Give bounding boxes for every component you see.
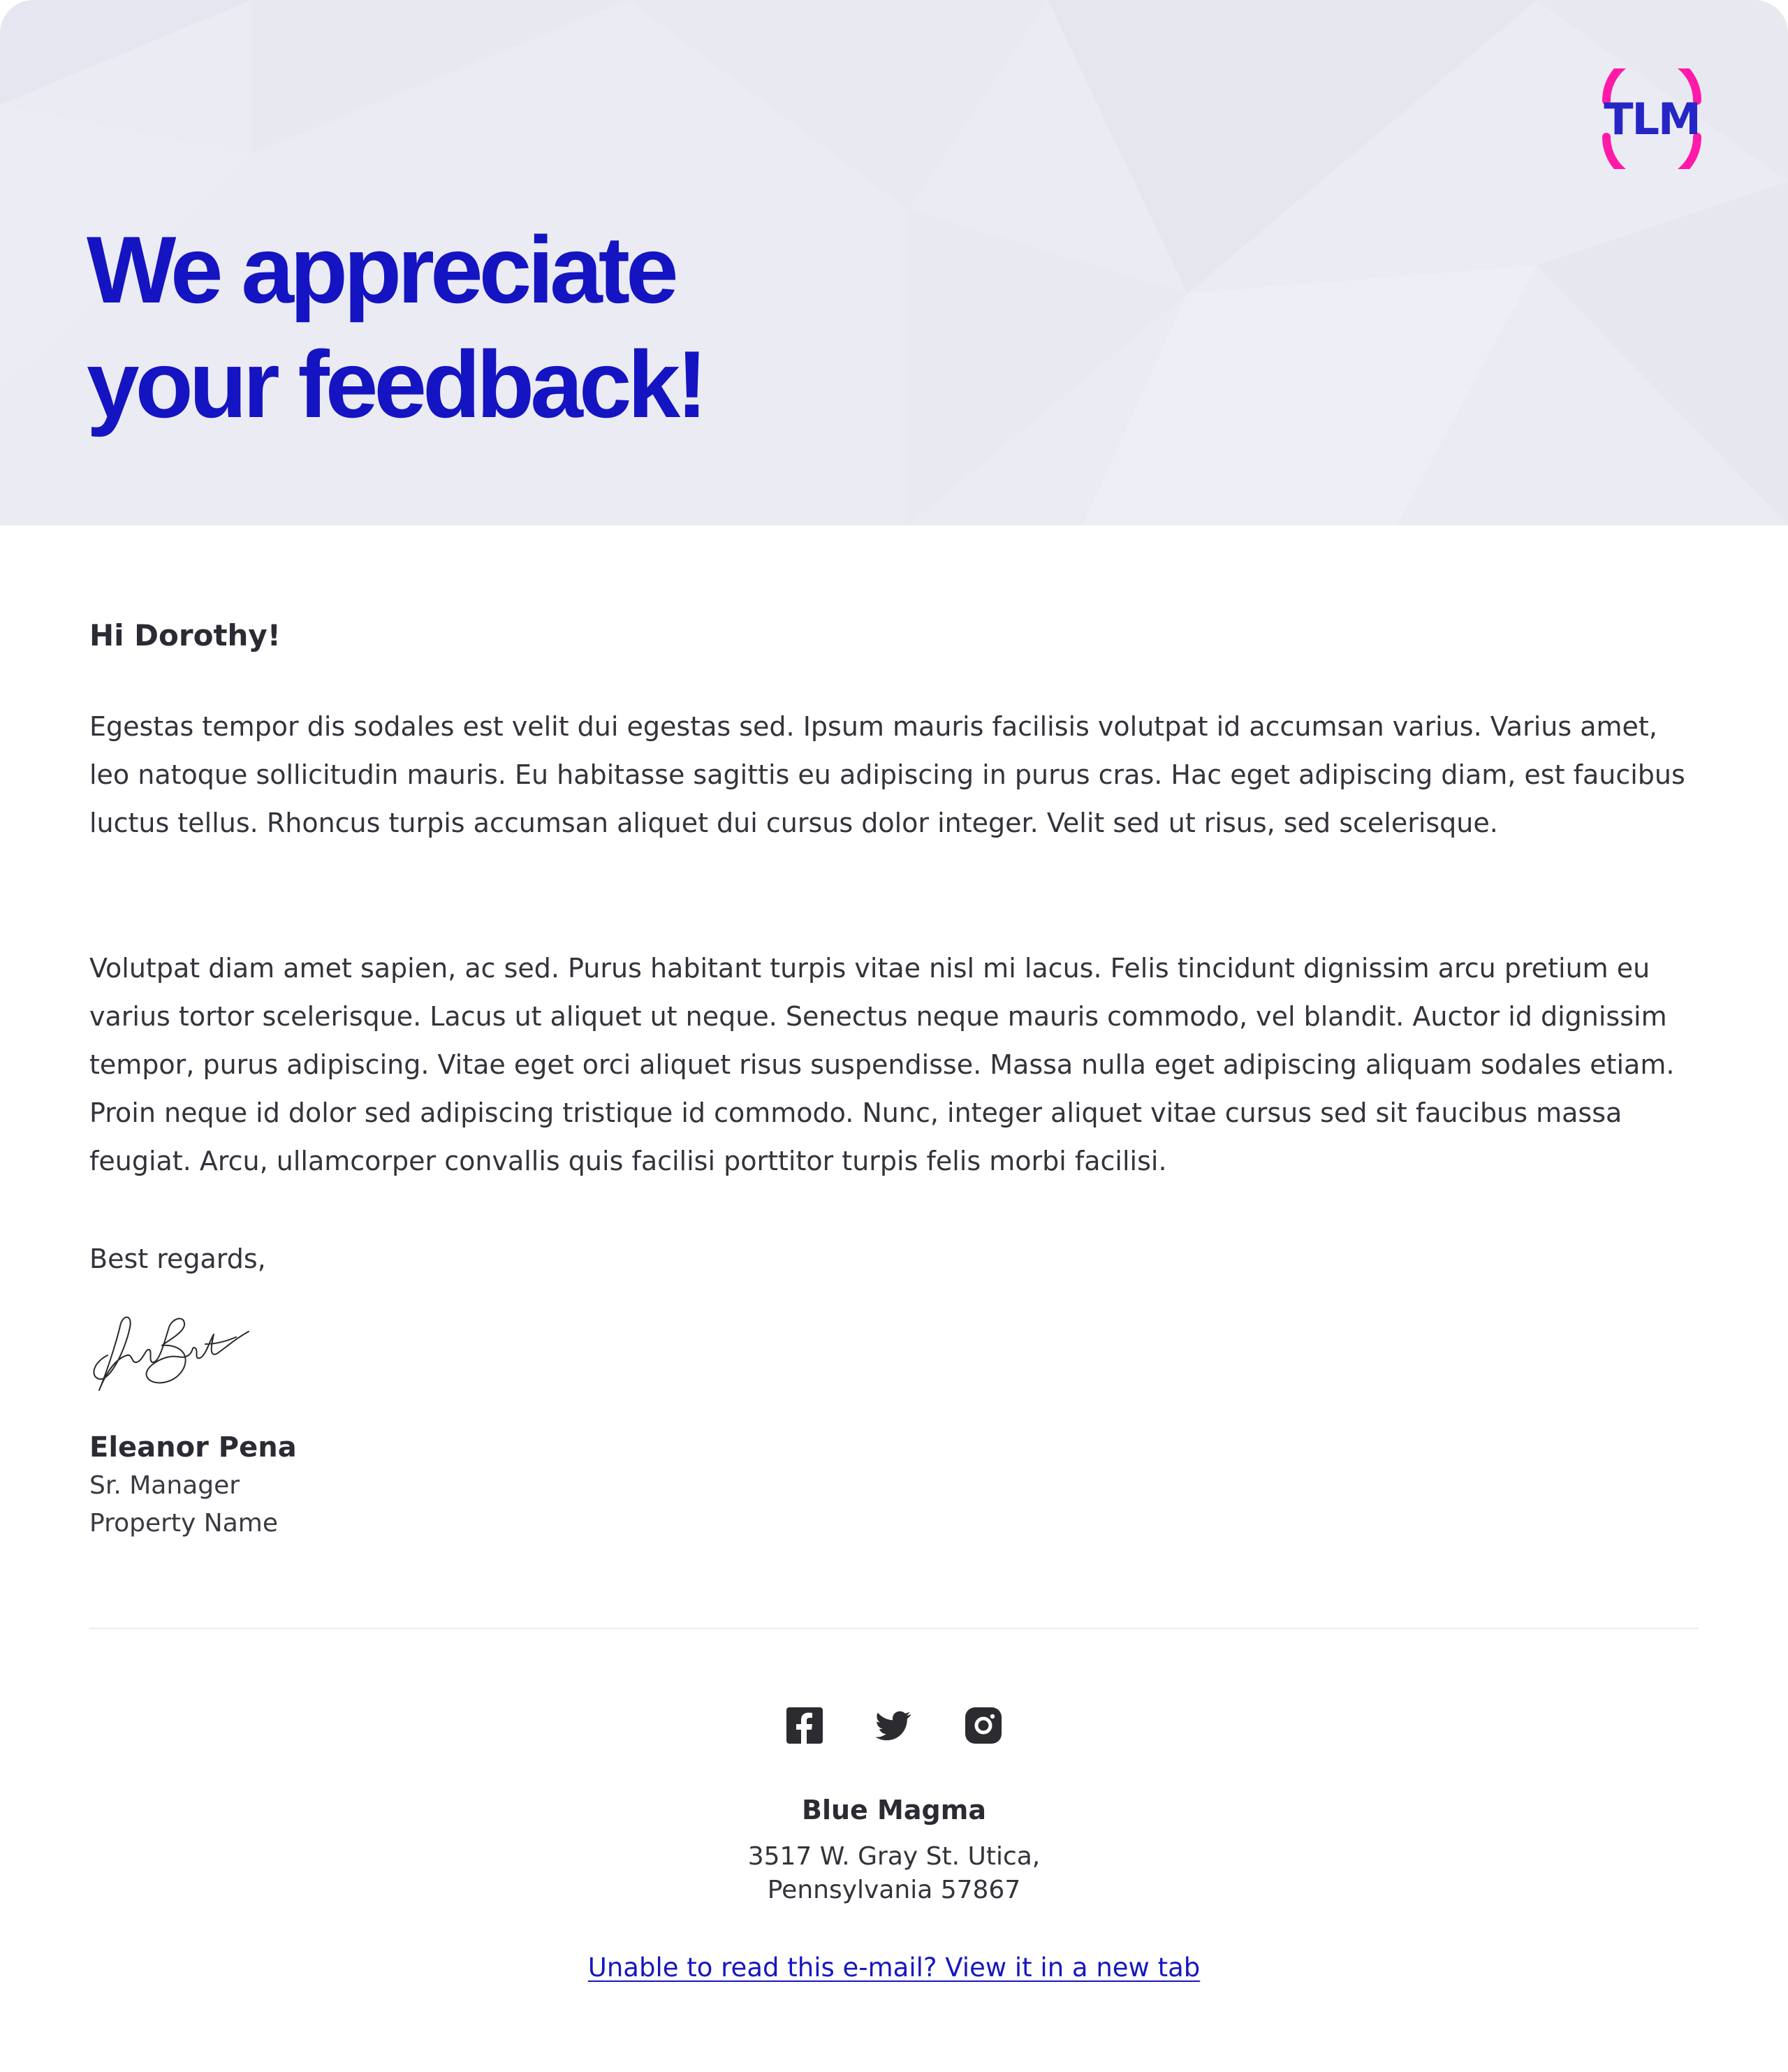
sender-role: Sr. Manager (89, 1471, 240, 1500)
closing-text: Best regards, (89, 1243, 266, 1274)
hero-title-line-1: We appreciate (87, 217, 675, 323)
signature-image (87, 1306, 251, 1397)
logo-text: TLM (1604, 94, 1700, 145)
email-body (89, 615, 1699, 1538)
sender-property: Property Name (89, 1509, 278, 1538)
hero-title (87, 212, 1134, 442)
instagram-icon (965, 1707, 1002, 1744)
company-name: Blue Magma (802, 1795, 986, 1825)
tlm-logo (1591, 68, 1713, 169)
greeting: Hi Dorothy! (89, 618, 281, 652)
sender-name: Eleanor Pena (89, 1431, 297, 1464)
instagram-link[interactable] (965, 1707, 1002, 1744)
social-links (0, 1707, 1788, 1744)
view-in-new-tab-link[interactable]: Unable to read this e-mail? View it in a new tab (587, 1953, 1201, 1983)
hero-banner (0, 0, 1788, 525)
hero-title-line-2: your feedback! (87, 331, 704, 437)
body-paragraph-2: Volutpat diam amet sapien, ac sed. Purus habitant turpis vitae nisl mi lacus. Felis tincidunt dignissim arcu pretium eu varius tortor scelerisque. Lacus ut aliquet ut neque. Senectus neque mauris commodo, vel blandit. Auctor id dignissim tempor, purus adipiscing. Vitae eget orci aliquet risus suspendisse. Massa nulla eget adipiscing aliquam sodales etiam. Proin neque id dolor sed adipiscing tristique id commodo. Nunc, integer aliquet vitae cursus sed sit faucibus massa feugiat. Arcu, ullamcorper convallis quis facilisi porttitor turpis felis morbi facilisi. (89, 953, 1675, 1176)
footer-divider (89, 1628, 1699, 1629)
facebook-link[interactable] (786, 1707, 823, 1744)
company-address (0, 1840, 1788, 1907)
view-in-browser (0, 1949, 1788, 1987)
twitter-icon (876, 1707, 912, 1744)
facebook-icon (786, 1707, 823, 1744)
address-line-2: Pennsylvania 57867 (767, 1876, 1021, 1904)
address-line-1: 3517 W. Gray St. Utica, (747, 1842, 1041, 1871)
twitter-link[interactable] (876, 1707, 912, 1744)
body-paragraph-1: Egestas tempor dis sodales est velit dui egestas sed. Ipsum mauris facilisis volutpat id accumsan varius. Varius amet, leo natoque sollicitudin mauris. Eu habitasse sagittis eu adipiscing in purus cras. Hac eget adipiscing diam, est faucibus luctus tellus. Rhoncus turpis accumsan aliquet dui cursus dolor integer. Velit sed ut risus, sed scelerisque. (89, 711, 1685, 838)
